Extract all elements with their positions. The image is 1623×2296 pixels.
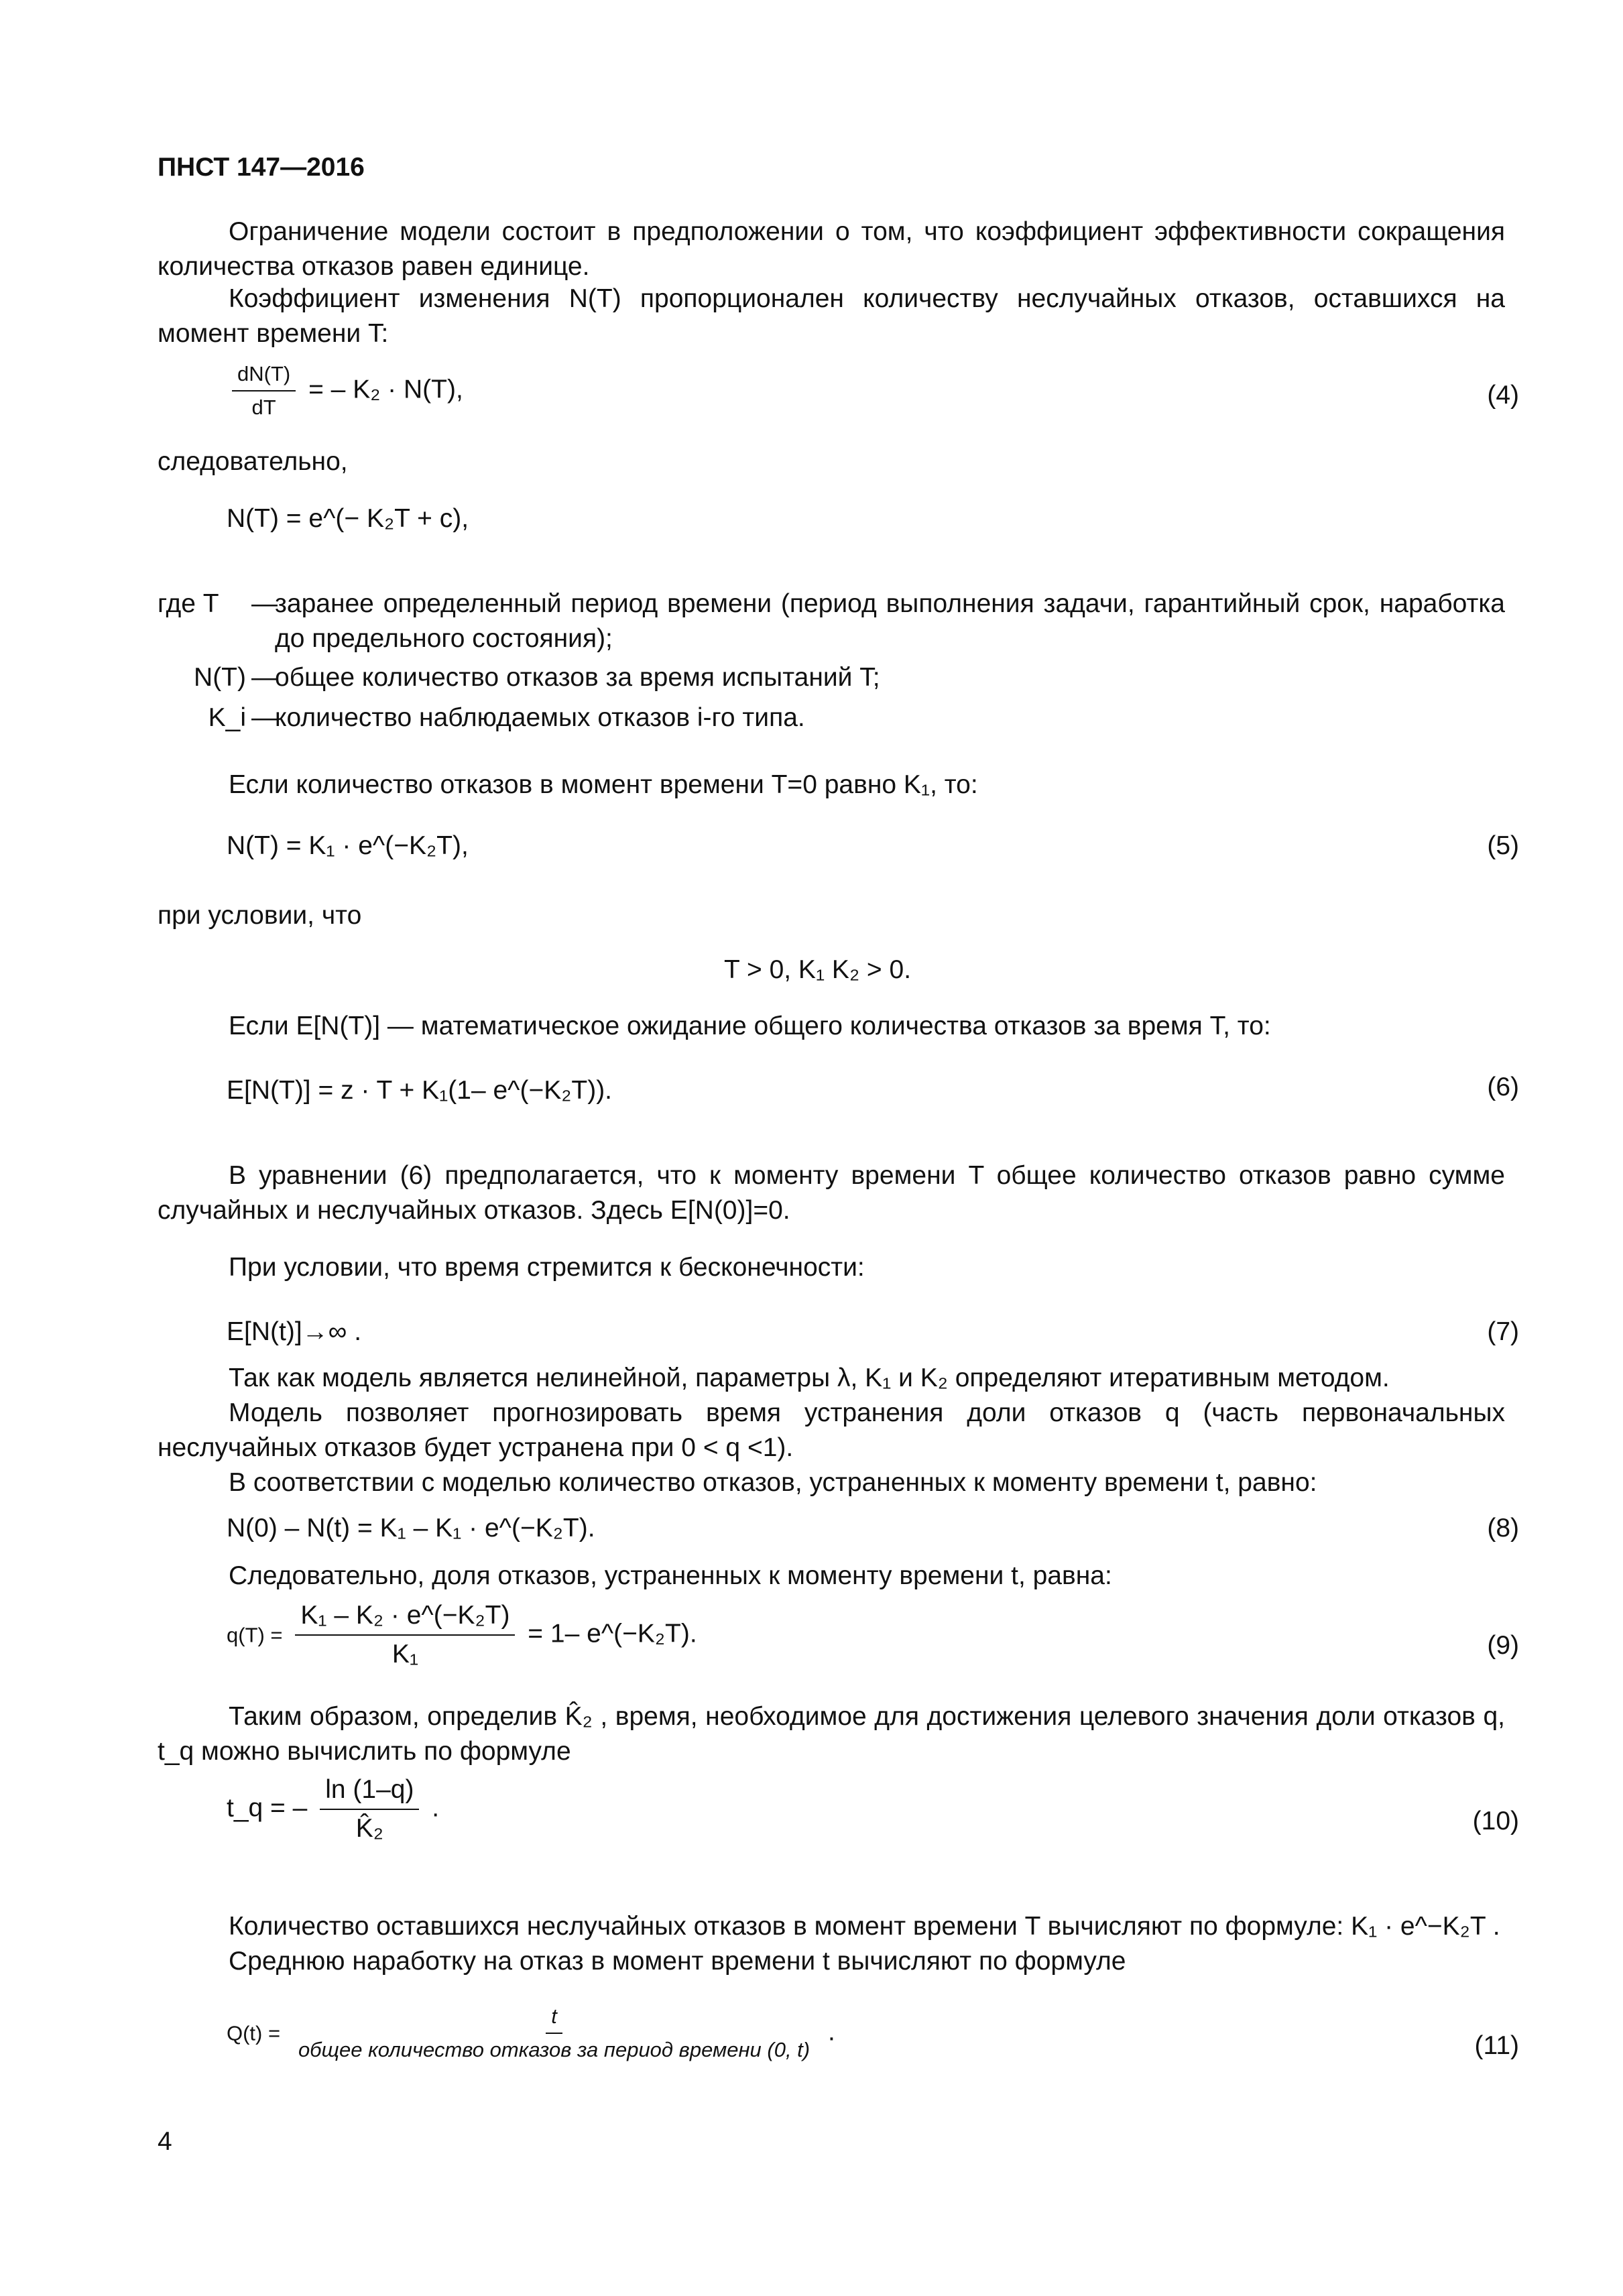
paragraph	[158, 215, 1505, 284]
fraction	[295, 1601, 515, 1669]
equation-number: (4)	[1487, 381, 1519, 410]
fraction-denominator: K₁	[392, 1640, 418, 1669]
equation-8: N(0) – N(t) = K₁ – K₁ · e^(−K₂T).	[227, 1514, 595, 1543]
page-number: 4	[158, 2127, 172, 2156]
paragraph	[158, 898, 1505, 933]
paragraph	[158, 1944, 1505, 1979]
definition-term: N(T)	[194, 663, 246, 692]
definition-dash: —	[251, 703, 278, 732]
paragraph	[158, 1361, 1505, 1396]
paragraph-text: Так как модель является нелинейной, параметры λ, K₁ и K₂ определяют итеративным методом.	[229, 1364, 1390, 1392]
equation-number: (5)	[1487, 831, 1519, 860]
definition-row	[158, 701, 1505, 735]
paragraph-text: При условии, что время стремится к бесконечности:	[229, 1253, 865, 1282]
paragraph	[158, 444, 1505, 479]
equation-number: (10)	[1472, 1807, 1519, 1835]
paragraph-text: Ограничение модели состоит в предположении о том, что коэффициент эффективности сокращения количества отказов равен единице.	[158, 217, 1505, 281]
equation-number: (11)	[1474, 2031, 1519, 2060]
paragraph	[158, 1699, 1505, 1769]
fraction-denominator: K̂₂	[355, 1814, 383, 1843]
paragraph-text: Если E[N(T)] — математическое ожидание общего количества отказов за время T, то:	[229, 1012, 1271, 1040]
definition-text: количество наблюдаемых отказов i-го типа.	[275, 703, 805, 732]
definition-row	[158, 587, 1505, 660]
paragraph-text: Если количество отказов в момент времени T=0 равно K₁, то:	[229, 770, 978, 799]
equation: N(T) = e^(− K₂T + c),	[227, 504, 469, 533]
fraction-numerator: K₁ – K₂ · e^(−K₂T)	[295, 1601, 515, 1636]
equation-number: (6)	[1487, 1073, 1519, 1101]
fraction-denominator: dT	[251, 396, 276, 419]
fraction-denominator: общее количество отказов за период времени (0, t)	[298, 2038, 810, 2061]
equation-lhs: Q(t) =	[227, 2021, 281, 2045]
paragraph-text: при условии, что	[158, 901, 362, 930]
equation-lhs: q(T) =	[227, 1623, 283, 1647]
paragraph-text: следовательно,	[158, 447, 348, 476]
equation-rhs: .	[827, 2017, 835, 2047]
definition-text: общее количество отказов за время испытаний T;	[275, 663, 880, 692]
equation-rhs: = 1– e^(−K₂T).	[528, 1619, 697, 1648]
paragraph-text: Модель позволяет прогнозировать время устранения доли отказов q (часть первоначальных неслучайных отказов будет устранена при 0 < q <1).	[158, 1398, 1505, 1462]
paragraph	[158, 1158, 1505, 1228]
fraction-numerator: t	[546, 2004, 562, 2034]
paragraph-text: Количество оставшихся неслучайных отказов в момент времени T вычисляют по формуле: K₁ · e^−K₂T .	[229, 1912, 1500, 1941]
fraction-numerator: dN(T)	[232, 362, 296, 391]
definition-dash: —	[251, 663, 278, 692]
paragraph-text: Таким образом, определив K̂₂ , время, необходимое для достижения целевого значения доли отказов q, t_q можно вычислить по формуле	[158, 1702, 1505, 1766]
document-header: ПНСТ 147—2016	[158, 153, 365, 182]
definition-dash: —	[251, 589, 278, 618]
equation-number: (8)	[1487, 1514, 1519, 1543]
equation-number: (7)	[1487, 1317, 1519, 1346]
equation-5: N(T) = K₁ · e^(−K₂T),	[227, 831, 469, 860]
paragraph-text: В уравнении (6) предполагается, что к моменту времени T общее количество отказов равно сумме случайных и неслучайных отказов. Здесь E[N(0)]=0.	[158, 1161, 1505, 1225]
condition-expression: T > 0, K₁ K₂ > 0.	[724, 955, 912, 984]
definition-term: K_i	[208, 703, 246, 732]
equation-rhs: .	[432, 1793, 440, 1823]
fraction	[320, 1775, 419, 1844]
paragraph-text: Среднюю наработку на отказ в момент времени t вычисляют по формуле	[229, 1947, 1126, 1976]
equation-7: E[N(t)]→∞ .	[227, 1317, 362, 1346]
paragraph-text: Коэффициент изменения N(T) пропорционален количеству неслучайных отказов, оставшихся на момент времени T:	[158, 284, 1505, 348]
equation-rhs: = – K₂ · N(T),	[308, 375, 463, 404]
paragraph	[158, 1909, 1505, 1944]
definition-row	[158, 660, 1505, 695]
paragraph	[158, 1396, 1505, 1465]
paragraph	[158, 1250, 1505, 1285]
paragraph-text: В соответствии с моделью количество отказов, устраненных к моменту времени t, равно:	[229, 1468, 1317, 1497]
paragraph	[158, 1465, 1505, 1500]
equation-6: E[N(T)] = z · T + K₁(1– e^(−K₂T)).	[227, 1076, 613, 1105]
equation-9	[227, 1601, 697, 1669]
fraction	[232, 362, 296, 420]
paragraph	[158, 1009, 1505, 1044]
equation-lhs: t_q = –	[227, 1793, 308, 1823]
equation-11	[227, 2004, 835, 2062]
paragraph-text: Следовательно, доля отказов, устраненных к моменту времени t, равна:	[229, 1561, 1112, 1590]
paragraph	[158, 768, 1505, 802]
fraction	[293, 2004, 815, 2062]
equation-number: (9)	[1487, 1631, 1519, 1660]
paragraph	[158, 282, 1505, 351]
definition-term: где T	[158, 589, 219, 618]
paragraph	[158, 1559, 1505, 1593]
definition-text: заранее определенный период времени (период выполнения задачи, гарантийный срок, наработка до предельного состояния);	[275, 589, 1505, 653]
fraction-numerator: ln (1–q)	[320, 1775, 419, 1810]
equation-10	[227, 1775, 439, 1844]
equation-4	[227, 362, 463, 420]
